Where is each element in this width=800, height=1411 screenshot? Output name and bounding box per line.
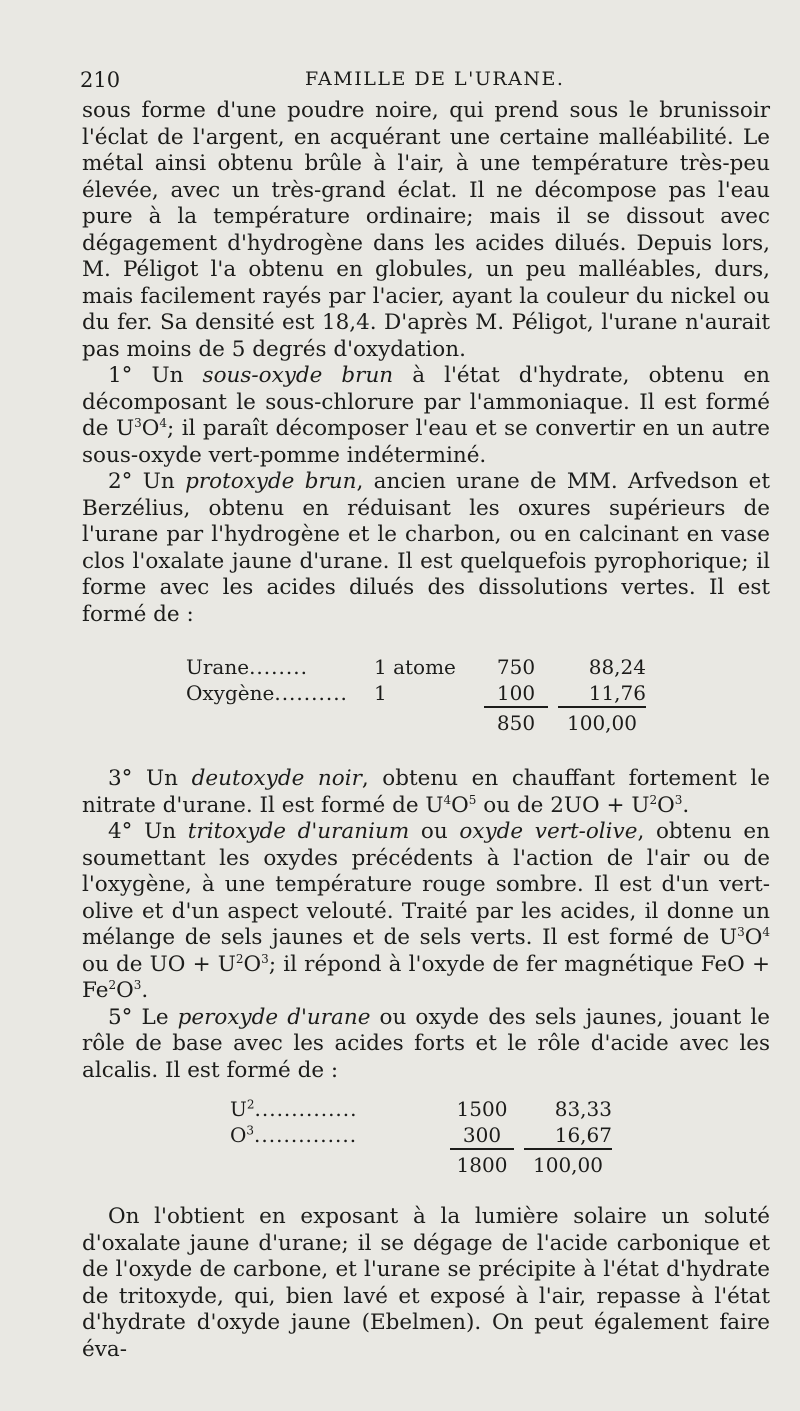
page-number: 210: [80, 68, 121, 92]
paragraph-tritoxyde: 4° Un tritoxyde d'uranium ou oxyde vert-olive, obtenu en soumettant les oxydes précédents à l'action de l'air ou de l'oxygène, à une température rouge sombre. Il est d'un vert-olive et d'un aspect velouté. Traité par les acides, il donne un mélange de sels jaunes et de sels verts. Il est formé de $U^3O^4$ ou de UO + $U^2O^3$; il répond à l'oxyde de fer magnétique FeO + $Fe^2O^3$.: [82, 819, 771, 1003]
paragraph-protoxyde: 2° Un protoxyde brun, ancien urane de MM. Arfvedson et Berzélius, obtenu en réduisant les oxures supérieurs de l'urane par l'hydrogène et le charbon, ou en calcinant en vase clos l'oxalate jaune d'urane. Il est quelquefois pyrophorique; il forme avec les acides dilués des dissolutions vertes. Il est formé de :: [82, 469, 770, 627]
page-header: [80, 68, 770, 98]
running-title: FAMILLE DE L'URANE.: [305, 68, 565, 90]
term-oxyde-vert-olive: oxyde vert-olive: [459, 819, 638, 844]
paragraph-sous-oxyde: 1° Un sous-oxyde brun à l'état d'hydrate, obtenu en décomposant le sous-chlorure par l'ammoniaque. Il est formé de $U^3O^4$; il paraît décomposer l'eau et se convertir en un autre sous-oxyde vert-pomme indéterminé.: [82, 363, 770, 468]
table-row: $O^3$.............. 300 16,67: [230, 1123, 612, 1147]
table-total-row: 1800 100,00: [230, 1148, 612, 1178]
table-row: Urane........ 1 atome 750 88,24: [186, 655, 646, 679]
paragraph-preparation: On l'obtient en exposant à la lumière solaire un soluté d'oxalate jaune d'urane; il se dégage de l'acide carbonique et de l'oxyde de carbone, et l'urane se précipite à l'état d'hydrate de tritoxyde, qui, bien lavé et exposé à l'air, repasse à l'état d'hydrate d'oxyde jaune (Ebelmen). On peut également faire éva-: [82, 1204, 770, 1362]
page-body: [82, 98, 770, 1363]
table-row: $U^2$.............. 1500 83,33: [230, 1097, 612, 1121]
term-tritoxyde: tritoxyde d'uranium: [187, 819, 410, 844]
paragraph-deutoxyde: 3° Un deutoxyde noir, obtenu en chauffant fortement le nitrate d'urane. Il est formé de $U^4O^5$ ou de $2UO + U^2O^3$.: [82, 766, 770, 818]
composition-table-peroxyde: [230, 1096, 612, 1178]
table-row: Oxygène.......... 1 100 11,76: [186, 681, 646, 705]
paragraph-peroxyde: 5° Le peroxyde d'urane ou oxyde des sels jaunes, jouant le rôle de base avec les acides forts et le rôle d'acide avec les alcalis. Il est formé de :: [82, 1004, 770, 1083]
paragraph-metal: sous forme d'une poudre noire, qui prend sous le brunissoir l'éclat de l'argent, en acquérant une certaine malléabilité. Le métal ainsi obtenu brûle à l'air, à une température très-peu élevée, avec un très-grand éclat. Il ne décompose pas l'eau pure à la température ordinaire; mais il se dissout avec dégagement d'hydrogène dans les acides dilués. Depuis lors, M. Péligot l'a obtenu en globules, un peu malléables, durs, mais facilement rayés par l'acier, ayant la couleur du nickel ou du fer. Sa densité est 18,4. D'après M. Péligot, l'urane n'aurait pas moins de 5 degrés d'oxydation.: [82, 98, 770, 362]
composition-table-protoxyde: [186, 654, 646, 736]
term-sous-oxyde: sous-oxyde brun: [202, 363, 394, 388]
term-peroxyde: peroxyde d'urane: [177, 1004, 371, 1030]
table-total-row: 850 100,00: [186, 706, 646, 736]
term-deutoxyde: deutoxyde noir: [191, 766, 362, 791]
term-protoxyde: protoxyde brun: [185, 469, 357, 494]
